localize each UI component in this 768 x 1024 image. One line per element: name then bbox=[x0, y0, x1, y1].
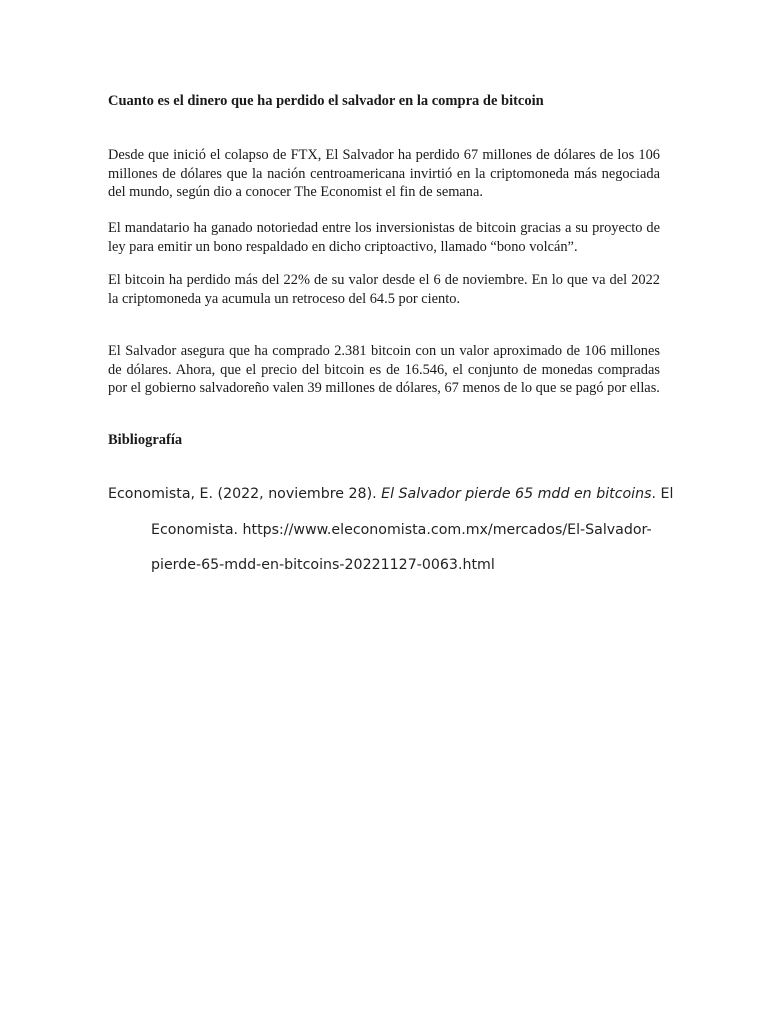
document-title: Cuanto es el dinero que ha perdido el salvador en la compra de bitcoin bbox=[108, 93, 544, 109]
bibliography-entry-line-3: pierde-65-mdd-en-bitcoins-20221127-0063.html bbox=[151, 557, 495, 573]
paragraph-4: El Salvador asegura que ha comprado 2.381 bitcoin con un valor aproximado de 106 millones de dólares. Ahora, que el precio del bitcoin es de 16.546, el conjunto de monedas compradas por el gobierno salvadoreño valen 39 millones de dólares, 67 menos de lo que se pagó por ellas. bbox=[108, 343, 660, 396]
bibliography-entry-line-1 bbox=[108, 484, 673, 504]
paragraph-1: Desde que inició el colapso de FTX, El Salvador ha perdido 67 millones de dólares de los 106 millones de dólares que la nación centroamericana invirtió en la criptomoneda más negociada del mundo, según dio a conocer The Economist el fin de semana. bbox=[108, 147, 660, 200]
bibliography-work-title: El Salvador pierde 65 mdd en bitcoins bbox=[381, 486, 652, 502]
bibliography-heading: Bibliografía bbox=[108, 432, 183, 448]
bibliography-author-date: Economista, E. (2022, noviembre 28). bbox=[108, 486, 382, 502]
bibliography-publisher-start: . El bbox=[651, 486, 674, 502]
paragraph-2: El mandatario ha ganado notoriedad entre los inversionistas de bitcoin gracias a su proyecto de ley para emitir un bono respaldado en dicho criptoactivo, llamado “bono volcán”. bbox=[108, 220, 660, 255]
bibliography-entry-line-2: Economista. https://www.eleconomista.com.mx/mercados/El-Salvador- bbox=[151, 522, 652, 538]
paragraph-3: El bitcoin ha perdido más del 22% de su valor desde el 6 de noviembre. En lo que va del 2022 la criptomoneda ya acumula un retroceso del 64.5 por ciento. bbox=[108, 272, 660, 307]
